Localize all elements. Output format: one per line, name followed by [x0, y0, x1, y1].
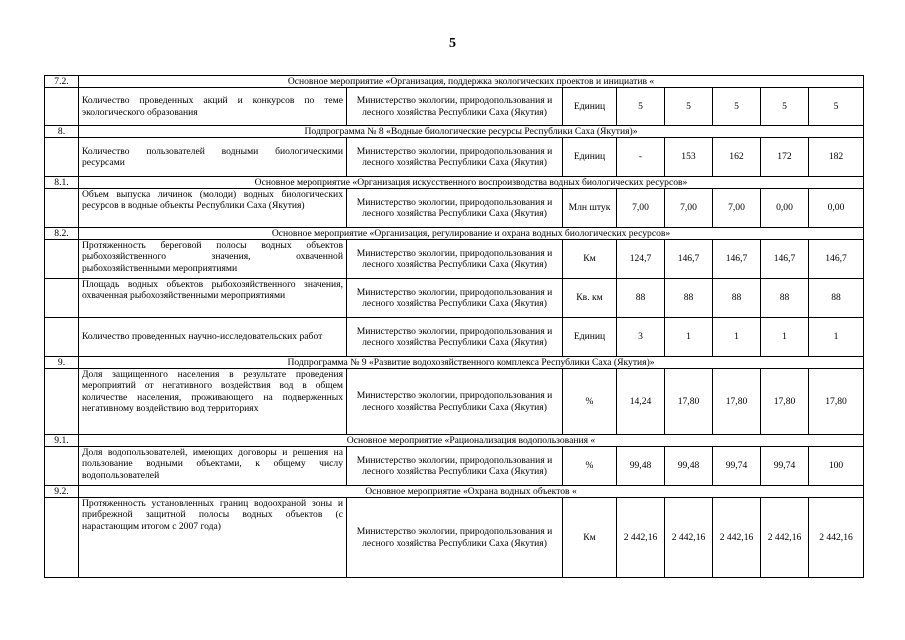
indicator-value: 99,48: [665, 447, 713, 486]
indicator-value: 172: [761, 138, 809, 177]
indicator-value: 99,74: [761, 447, 809, 486]
indicator-value: 99,74: [713, 447, 761, 486]
section-number: 8.2.: [45, 228, 79, 240]
indicator-value: 1: [665, 318, 713, 357]
indicator-value: 88: [761, 279, 809, 318]
indicator-row: [45, 318, 864, 357]
section-header-row: [45, 435, 864, 447]
indicator-value: 88: [809, 279, 864, 318]
responsible-ministry: Министерство экологии, природопользования и лесного хозяйства Республики Саха (Якутия): [347, 369, 563, 435]
indicator-row: [45, 240, 864, 279]
indicator-value: 146,7: [761, 240, 809, 279]
indicator-value: 7,00: [713, 189, 761, 228]
indicator-value: 17,80: [761, 369, 809, 435]
indicator-value: 99,48: [617, 447, 665, 486]
indicator-value: 14,24: [617, 369, 665, 435]
page-number: 5: [449, 36, 456, 51]
indicator-value: 7,00: [665, 189, 713, 228]
indicator-name: Количество проведенных акций и конкурсов по теме экологического образования: [79, 88, 347, 126]
row-number: [45, 498, 79, 578]
responsible-ministry: Министерство экологии, природопользования и лесного хозяйства Республики Саха (Якутия): [347, 318, 563, 357]
indicator-value: 100: [809, 447, 864, 486]
indicator-name: Протяженность установленных границ водоохраной зоны и прибрежной защитной полосы водных объектов (с нарастающим итогом с 2007 года): [79, 498, 347, 578]
indicator-value: 162: [713, 138, 761, 177]
section-header-row: [45, 357, 864, 369]
indicator-value: 2 442,16: [761, 498, 809, 578]
unit-of-measure: %: [563, 447, 617, 486]
unit-of-measure: Единиц: [563, 138, 617, 177]
indicator-value: 1: [761, 318, 809, 357]
indicator-value: 0,00: [809, 189, 864, 228]
section-number: 9.1.: [45, 435, 79, 447]
row-number: [45, 279, 79, 318]
unit-of-measure: Единиц: [563, 88, 617, 126]
indicator-value: 17,80: [665, 369, 713, 435]
indicator-value: 17,80: [713, 369, 761, 435]
indicator-value: 88: [665, 279, 713, 318]
responsible-ministry: Министерство экологии, природопользования и лесного хозяйства Республики Саха (Якутия): [347, 88, 563, 126]
indicators-table-body: [45, 76, 864, 578]
indicator-value: 2 442,16: [617, 498, 665, 578]
indicator-value: 3: [617, 318, 665, 357]
indicator-value: 146,7: [809, 240, 864, 279]
indicator-row: [45, 88, 864, 126]
indicator-value: 7,00: [617, 189, 665, 228]
indicator-value: 2 442,16: [713, 498, 761, 578]
indicator-row: [45, 279, 864, 318]
indicator-value: 5: [665, 88, 713, 126]
section-header-row: [45, 486, 864, 498]
section-number: 7.2.: [45, 76, 79, 88]
section-header-row: [45, 228, 864, 240]
unit-of-measure: Млн штук: [563, 189, 617, 228]
indicator-row: [45, 138, 864, 177]
unit-of-measure: %: [563, 369, 617, 435]
section-title: Основное мероприятие «Организация, поддержка экологических проектов и инициатив «: [79, 76, 864, 88]
indicator-value: 88: [617, 279, 665, 318]
indicator-value: 1: [809, 318, 864, 357]
indicator-value: 146,7: [713, 240, 761, 279]
row-number: [45, 88, 79, 126]
responsible-ministry: Министерство экологии, природопользования и лесного хозяйства Республики Саха (Якутия): [347, 279, 563, 318]
row-number: [45, 189, 79, 228]
unit-of-measure: Кв. км: [563, 279, 617, 318]
indicator-name: Количество пользователей водными биологическими ресурсами: [79, 138, 347, 177]
section-title: Основное мероприятие «Охрана водных объектов «: [79, 486, 864, 498]
indicator-name: Количество проведенных научно-исследовательских работ: [79, 318, 347, 357]
indicator-row: [45, 498, 864, 578]
indicator-value: 1: [713, 318, 761, 357]
indicator-row: [45, 447, 864, 486]
indicator-value: 0,00: [761, 189, 809, 228]
indicator-name: Протяженность береговой полосы водных объектов рыбохозяйственного значения, охваченной рыбохозяйственными мероприятиями: [79, 240, 347, 279]
indicator-value: -: [617, 138, 665, 177]
indicator-row: [45, 369, 864, 435]
section-number: 8.1.: [45, 177, 79, 189]
unit-of-measure: Км: [563, 498, 617, 578]
row-number: [45, 240, 79, 279]
indicator-value: 182: [809, 138, 864, 177]
indicator-value: 153: [665, 138, 713, 177]
section-title: Основное мероприятие «Рационализация водопользования «: [79, 435, 864, 447]
indicator-name: Доля защищенного населения в результате проведения мероприятий от негативного воздействия вод в общем количестве населения, проживающего на подверженных негативному воздействию вод территориях: [79, 369, 347, 435]
responsible-ministry: Министерство экологии, природопользования и лесного хозяйства Республики Саха (Якутия): [347, 138, 563, 177]
indicator-value: 2 442,16: [809, 498, 864, 578]
indicator-value: 5: [617, 88, 665, 126]
indicator-value: 88: [713, 279, 761, 318]
section-header-row: [45, 177, 864, 189]
row-number: [45, 138, 79, 177]
responsible-ministry: Министерство экологии, природопользования и лесного хозяйства Республики Саха (Якутия): [347, 498, 563, 578]
section-header-row: [45, 126, 864, 138]
section-number: 9.: [45, 357, 79, 369]
row-number: [45, 318, 79, 357]
row-number: [45, 447, 79, 486]
indicator-value: 124,7: [617, 240, 665, 279]
unit-of-measure: Единиц: [563, 318, 617, 357]
responsible-ministry: Министерство экологии, природопользования и лесного хозяйства Республики Саха (Якутия): [347, 447, 563, 486]
unit-of-measure: Км: [563, 240, 617, 279]
indicator-name: Площадь водных объектов рыбохозяйственного значения, охваченная рыбохозяйственными мероприятиями: [79, 279, 347, 318]
section-header-row: [45, 76, 864, 88]
indicator-value: 2 442,16: [665, 498, 713, 578]
section-title: Основное мероприятие «Организация искусственного воспроизводства водных биологических ресурсов»: [79, 177, 864, 189]
section-title: Основное мероприятие «Организация, регулирование и охрана водных биологических ресурсов»: [79, 228, 864, 240]
indicator-value: 5: [761, 88, 809, 126]
section-title: Подпрограмма № 9 «Развитие водохозяйственного комплекса Республики Саха (Якутия)»: [79, 357, 864, 369]
responsible-ministry: Министерство экологии, природопользования и лесного хозяйства Республики Саха (Якутия): [347, 189, 563, 228]
indicators-table: [44, 75, 864, 578]
section-number: 9.2.: [45, 486, 79, 498]
indicator-value: 17,80: [809, 369, 864, 435]
indicator-value: 146,7: [665, 240, 713, 279]
indicator-name: Доля водопользователей, имеющих договоры и решения на пользование водными объектами, к общему числу водопользователей: [79, 447, 347, 486]
row-number: [45, 369, 79, 435]
responsible-ministry: Министерство экологии, природопользования и лесного хозяйства Республики Саха (Якутия): [347, 240, 563, 279]
indicator-name: Объем выпуска личинок (молоди) водных биологических ресурсов в водные объекты Республики Саха (Якутия): [79, 189, 347, 228]
section-number: 8.: [45, 126, 79, 138]
indicator-value: 5: [713, 88, 761, 126]
section-title: Подпрограмма № 8 «Водные биологические ресурсы Республики Саха (Якутия)»: [79, 126, 864, 138]
indicator-row: [45, 189, 864, 228]
indicator-value: 5: [809, 88, 864, 126]
